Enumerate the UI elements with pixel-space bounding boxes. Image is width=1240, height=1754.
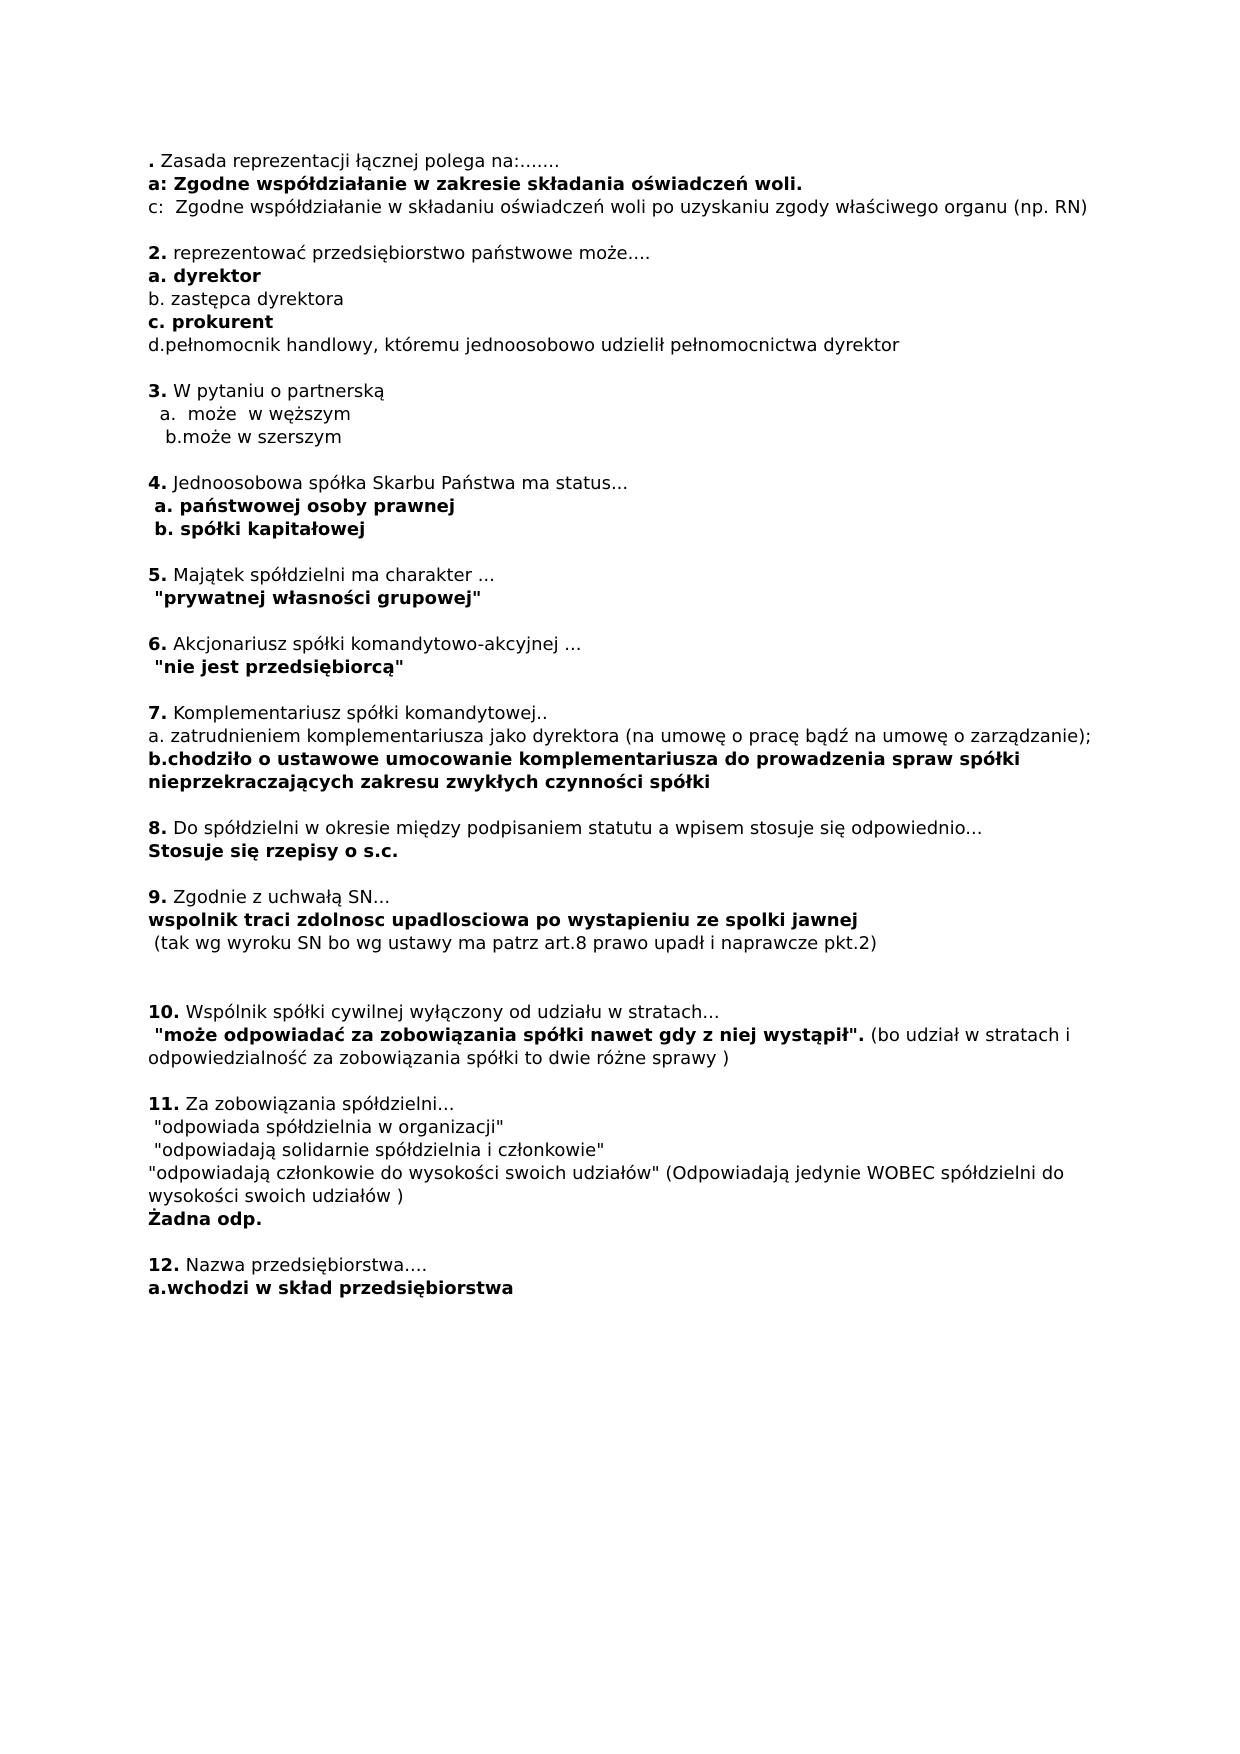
answer-correct: a.wchodzi w skład przedsiębiorstwa (148, 1278, 514, 1299)
question-number: 11. (148, 1094, 180, 1115)
question-text (148, 1001, 1098, 1024)
answer-option: "odpowiadają solidarnie spółdzielnia i członkowie" (148, 1140, 605, 1161)
answer-correct: a: Zgodne współdziałanie w zakresie składania oświadczeń woli. (148, 174, 803, 195)
question-number: 2. (148, 243, 168, 264)
question-text (148, 633, 1098, 656)
answer-correct: "prywatnej własności grupowej" (148, 588, 482, 609)
question-number: 7. (148, 703, 168, 724)
answer-correct: a. dyrektor (148, 266, 261, 287)
answer-option: b.może w szerszym (148, 427, 342, 448)
answer-correct: Żadna odp. (148, 1209, 263, 1230)
answer-option: a. może w węższym (148, 404, 351, 425)
question-block (148, 564, 1098, 610)
question-block (148, 242, 1098, 357)
question-number: . (148, 151, 155, 172)
question-prompt: Majątek spółdzielni ma charakter ... (167, 565, 495, 586)
question-number: 8. (148, 818, 168, 839)
question-text (148, 472, 1098, 495)
answer-correct: b. spółki kapitałowej (148, 519, 366, 540)
question-number: 9. (148, 887, 168, 908)
question-prompt: W pytaniu o partnerską (167, 381, 385, 402)
question-text (148, 886, 1098, 909)
question-block (148, 702, 1098, 794)
question-block (148, 1001, 1098, 1070)
answer-correct: Stosuje się rzepisy o s.c. (148, 841, 399, 862)
question-prompt: Jednoosobowa spółka Skarbu Państwa ma status... (167, 473, 629, 494)
question-text (148, 702, 1098, 725)
answer-correct: wspolnik traci zdolnosc upadlosciowa po wystapieniu ze spolki jawnej (148, 910, 858, 931)
answer-option: b. zastępca dyrektora (148, 289, 345, 310)
question-prompt: Komplementariusz spółki komandytowej.. (167, 703, 548, 724)
question-prompt: Nazwa przedsiębiorstwa.... (179, 1255, 428, 1276)
answer-option: "odpowiadają członkowie do wysokości swoich udziałów" (Odpowiadają jedynie WOBEC spółdzielni do wysokości swoich udziałów ) (148, 1163, 1070, 1207)
question-block (148, 1093, 1098, 1231)
answer-option: c: Zgodne współdziałanie w składaniu oświadczeń woli po uzyskaniu zgody właściwego organu (np. RN) (148, 197, 1088, 218)
answer-correct: a. państwowej osoby prawnej (148, 496, 456, 517)
question-block (148, 150, 1098, 219)
answer-option: (tak wg wyroku SN bo wg ustawy ma patrz art.8 prawo upadł i naprawcze pkt.2) (148, 933, 878, 954)
answer-option: d.pełnomocnik handlowy, któremu jednoosobowo udzielił pełnomocnictwa dyrektor (148, 335, 900, 356)
question-number: 6. (148, 634, 168, 655)
question-block (148, 1254, 1098, 1300)
question-prompt: Do spółdzielni w okresie między podpisaniem statutu a wpisem stosuje się odpowiednio... (167, 818, 983, 839)
question-number: 10. (148, 1002, 180, 1023)
question-block (148, 633, 1098, 679)
answer-correct: "nie jest przedsiębiorcą" (148, 657, 404, 678)
question-list (148, 150, 1098, 1323)
answer-option: a. zatrudnieniem komplementariusza jako dyrektora (na umowę o pracę bądź na umowę o zarządzanie); (148, 726, 1092, 747)
question-prompt: reprezentować przedsiębiorstwo państwowe może.... (167, 243, 651, 264)
question-block (148, 380, 1098, 449)
question-text (148, 817, 1098, 840)
question-prompt: Akcjonariusz spółki komandytowo-akcyjnej ... (167, 634, 582, 655)
question-text (148, 1254, 1098, 1277)
question-text (148, 150, 1098, 173)
question-block (148, 817, 1098, 863)
question-block (148, 472, 1098, 541)
answer-correct: c. prokurent (148, 312, 274, 333)
question-number: 5. (148, 565, 168, 586)
answer-bold: "może odpowiadać za zobowiązania spółki nawet gdy z niej wystąpił". (148, 1025, 865, 1046)
answer-note: (bo udział w stratach i odpowiedzialność za zobowiązania spółki to dwie różne sprawy ) (148, 1025, 1076, 1069)
question-prompt: Za zobowiązania spółdzielni... (179, 1094, 455, 1115)
question-prompt: Wspólnik spółki cywilnej wyłączony od udziału w stratach... (179, 1002, 720, 1023)
question-prompt: Zgodnie z uchwałą SN... (167, 887, 391, 908)
question-text (148, 564, 1098, 587)
question-number: 4. (148, 473, 168, 494)
question-text (148, 380, 1098, 403)
answer-correct: b.chodziło o ustawowe umocowanie komplementariusza do prowadzenia spraw spółki nieprzekraczających zakresu zwykłych czynności spółki (148, 749, 1027, 793)
question-number: 12. (148, 1255, 180, 1276)
question-number: 3. (148, 381, 168, 402)
question-text (148, 242, 1098, 265)
question-text (148, 1093, 1098, 1116)
answer-line (148, 1024, 1098, 1070)
question-prompt: Zasada reprezentacji łącznej polega na:....... (154, 151, 560, 172)
answer-option: "odpowiada spółdzielnia w organizacji" (148, 1117, 504, 1138)
question-block (148, 886, 1098, 955)
